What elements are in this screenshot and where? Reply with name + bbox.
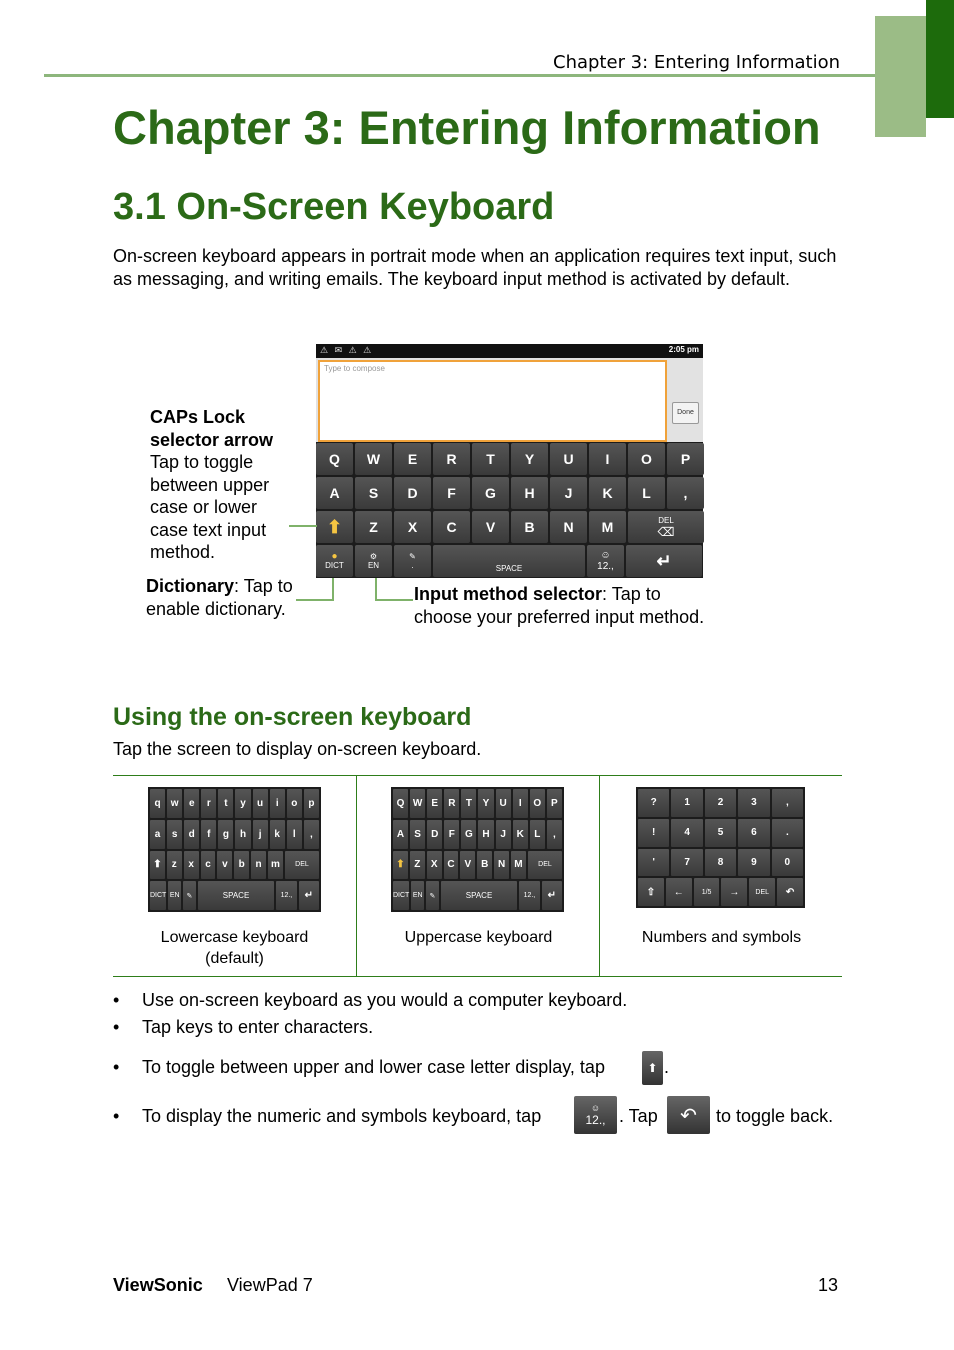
mini-key: p bbox=[304, 789, 319, 818]
mini-key: 3 bbox=[738, 789, 769, 817]
mini-key: Y bbox=[478, 789, 493, 818]
mini-numbers-key: 12., bbox=[276, 881, 296, 910]
mini-key: 0 bbox=[772, 849, 803, 877]
notification-icons: ⚠ ✉ ⚠ ⚠ bbox=[320, 345, 374, 355]
delete-label: DEL bbox=[658, 515, 674, 525]
mini-key: T bbox=[461, 789, 476, 818]
caps-desc-line2: between upper bbox=[150, 474, 270, 495]
backspace-icon: ⌫ bbox=[657, 524, 675, 539]
bullet-mark: • bbox=[113, 1106, 120, 1126]
mini-key: V bbox=[460, 851, 475, 880]
pen-icon: ✎ bbox=[409, 552, 416, 561]
mini-dict-key: DICT bbox=[393, 881, 409, 910]
bullet-text: Use on-screen keyboard as you would a computer keyboard. bbox=[142, 990, 628, 1010]
bullet-text: To toggle between upper and lower case letter display, tap bbox=[142, 1057, 605, 1077]
key[interactable]: Q bbox=[316, 443, 353, 475]
mini-key: P bbox=[547, 789, 562, 818]
mini-key: L bbox=[530, 820, 545, 849]
caption-uppercase bbox=[357, 927, 600, 948]
shift-active-icon: ⬆ bbox=[393, 851, 408, 880]
page-number: 13 bbox=[818, 1275, 839, 1295]
mini-key: n bbox=[251, 851, 266, 880]
mini-key: 1 bbox=[671, 789, 702, 817]
mini-key: z bbox=[167, 851, 182, 880]
mini-key: c bbox=[201, 851, 216, 880]
bullet-text: To display the numeric and symbols keyboard, tap bbox=[142, 1106, 542, 1126]
bullet-text-tap: . Tap bbox=[619, 1106, 658, 1126]
mini-dict-key: DICT bbox=[150, 881, 166, 910]
section-title: 3.1 On-Screen Keyboard bbox=[113, 186, 555, 228]
mini-key: f bbox=[201, 820, 216, 849]
caption-uppercase-line1: Uppercase keyboard bbox=[404, 929, 553, 946]
space-key[interactable] bbox=[433, 545, 585, 577]
key[interactable]: I bbox=[589, 443, 626, 475]
keyboard-table bbox=[113, 775, 842, 977]
left-arrow-icon: ← bbox=[666, 878, 692, 906]
mini-key: , bbox=[304, 820, 319, 849]
mini-delete-key: DEL bbox=[749, 878, 775, 906]
key[interactable]: , bbox=[667, 477, 704, 509]
key[interactable]: R bbox=[433, 443, 470, 475]
numbers-key-label: 12., bbox=[585, 1113, 606, 1127]
key[interactable]: A bbox=[316, 477, 353, 509]
key[interactable]: E bbox=[394, 443, 431, 475]
mini-en-key: EN bbox=[411, 881, 424, 910]
dictionary-callout-line-v bbox=[332, 578, 334, 600]
key-row-2 bbox=[316, 477, 704, 509]
key[interactable]: L bbox=[628, 477, 665, 509]
mini-key: M bbox=[511, 851, 526, 880]
dictionary-rest: : Tap to bbox=[234, 576, 293, 596]
key[interactable]: J bbox=[550, 477, 587, 509]
table-cell-lowercase bbox=[113, 776, 356, 976]
uppercase-keyboard-image bbox=[391, 787, 564, 912]
caption-numbers bbox=[600, 927, 843, 948]
right-arrow-icon: → bbox=[721, 878, 747, 906]
caption-lowercase-line1: Lowercase keyboard bbox=[160, 929, 309, 946]
mini-space-key: SPACE bbox=[441, 881, 517, 910]
mini-key: X bbox=[427, 851, 442, 880]
input-method-line2: choose your preferred input method. bbox=[414, 606, 705, 627]
mini-key: I bbox=[513, 789, 528, 818]
mini-key: A bbox=[393, 820, 408, 849]
mini-key: ! bbox=[638, 819, 669, 847]
keyboard-screenshot bbox=[316, 344, 703, 578]
intro-paragraph: On-screen keyboard appears in portrait mode when an application requires text input, such as messaging, and writing emails. The keyboard input method is activated by default. bbox=[113, 246, 837, 289]
delete-key[interactable] bbox=[628, 511, 704, 543]
key[interactable]: N bbox=[550, 511, 587, 543]
mini-key: h bbox=[235, 820, 250, 849]
compose-area bbox=[316, 358, 703, 442]
mini-key: U bbox=[496, 789, 511, 818]
caps-desc-line3: case or lower bbox=[150, 497, 258, 517]
running-head: Chapter 3: Entering Information bbox=[553, 52, 840, 73]
key[interactable]: V bbox=[472, 511, 509, 543]
mini-delete-key: DEL bbox=[285, 851, 319, 880]
dictionary-dot-icon: ● bbox=[331, 551, 338, 562]
dictionary-callout bbox=[146, 575, 316, 620]
caps-title-line2: selector arrow bbox=[150, 429, 274, 450]
numbers-keyboard-image bbox=[636, 787, 805, 908]
dictionary-bold: Dictionary bbox=[146, 576, 235, 596]
key[interactable]: Y bbox=[511, 443, 548, 475]
compose-field[interactable] bbox=[318, 360, 667, 442]
key[interactable]: D bbox=[394, 477, 431, 509]
bullet-text: Tap keys to enter characters. bbox=[142, 1017, 374, 1037]
mini-key: x bbox=[184, 851, 199, 880]
key-row-4 bbox=[316, 545, 702, 577]
shift-arrow-icon: ⬆ bbox=[326, 516, 343, 537]
numbers-key[interactable] bbox=[587, 545, 624, 577]
caption-numbers-line1: Numbers and symbols bbox=[641, 929, 802, 946]
key[interactable]: U bbox=[550, 443, 587, 475]
enter-icon: ↵ bbox=[299, 881, 319, 910]
input-callout-line-v bbox=[375, 578, 377, 600]
dictionary-callout-line-h bbox=[296, 599, 334, 601]
mini-key: O bbox=[530, 789, 545, 818]
numbers-key-icon bbox=[574, 1096, 617, 1134]
shift-icon: ⬆ bbox=[150, 851, 165, 880]
shift-key[interactable] bbox=[316, 511, 353, 543]
mini-key: D bbox=[427, 820, 442, 849]
mini-key: 9 bbox=[738, 849, 769, 877]
pen-icon: ✎ bbox=[183, 881, 196, 910]
smiley-icon: ☺ bbox=[600, 550, 611, 561]
mini-key: Q bbox=[393, 789, 408, 818]
mini-key: r bbox=[201, 789, 216, 818]
mini-key: , bbox=[547, 820, 562, 849]
input-callout-line-h bbox=[375, 599, 413, 601]
table-cell-numbers bbox=[600, 776, 843, 976]
mini-delete-key: DEL bbox=[528, 851, 562, 880]
caption-lowercase bbox=[113, 927, 356, 969]
mini-key: ? bbox=[638, 789, 669, 817]
side-tab-dark bbox=[926, 0, 954, 118]
key[interactable]: W bbox=[355, 443, 392, 475]
dictionary-line2: enable dictionary. bbox=[146, 598, 286, 619]
caps-desc-line5: method. bbox=[150, 542, 216, 562]
key[interactable]: F bbox=[433, 477, 470, 509]
undo-icon: ↶ bbox=[777, 878, 803, 906]
bullet-text-toggle-back: to toggle back. bbox=[716, 1106, 834, 1126]
mini-key: m bbox=[268, 851, 283, 880]
key[interactable]: Z bbox=[355, 511, 392, 543]
dictionary-key[interactable] bbox=[316, 545, 353, 577]
mini-key: g bbox=[218, 820, 233, 849]
mini-key: k bbox=[270, 820, 285, 849]
mini-key: C bbox=[444, 851, 459, 880]
mini-key: l bbox=[287, 820, 302, 849]
unlock-icon: ⇧ bbox=[638, 878, 664, 906]
mini-key: E bbox=[427, 789, 442, 818]
mini-key: j bbox=[253, 820, 268, 849]
caps-desc-line1: Tap to toggle bbox=[150, 452, 254, 472]
shift-key-icon: ⬆ bbox=[642, 1051, 663, 1085]
input-method-rest: : Tap to bbox=[602, 584, 661, 604]
mini-key: G bbox=[461, 820, 476, 849]
caption-lowercase-line2: (default) bbox=[205, 950, 264, 967]
footer-model: ViewPad 7 bbox=[227, 1275, 313, 1295]
mini-key: e bbox=[184, 789, 199, 818]
enter-icon: ↵ bbox=[656, 550, 672, 571]
footer-brand: ViewSonic bbox=[113, 1275, 203, 1295]
language-key[interactable] bbox=[355, 545, 392, 577]
enter-key[interactable] bbox=[626, 545, 702, 577]
page-indicator: 1/5 bbox=[694, 878, 720, 906]
mini-en-key: EN bbox=[168, 881, 181, 910]
numbers-label: 12., bbox=[597, 561, 614, 572]
key-row-3 bbox=[316, 511, 704, 543]
settings-gear-icon: ⚙ bbox=[369, 552, 378, 561]
dict-label: DICT bbox=[325, 561, 344, 570]
mini-key: 6 bbox=[738, 819, 769, 847]
caps-lock-callout bbox=[150, 406, 310, 564]
caps-desc-line4: case text input bbox=[150, 519, 267, 540]
table-cell-uppercase bbox=[357, 776, 600, 976]
mini-key: ' bbox=[638, 849, 669, 877]
mini-key: v bbox=[217, 851, 232, 880]
mini-key: 2 bbox=[705, 789, 736, 817]
header-rule bbox=[44, 74, 875, 77]
mini-key: b bbox=[234, 851, 249, 880]
done-button[interactable]: Done bbox=[672, 402, 699, 424]
mini-key: t bbox=[218, 789, 233, 818]
mini-key: S bbox=[410, 820, 425, 849]
mini-key: H bbox=[478, 820, 493, 849]
mini-key: B bbox=[477, 851, 492, 880]
undo-key-icon: ↶ bbox=[667, 1096, 710, 1134]
bullet-mark: • bbox=[113, 1057, 120, 1077]
status-time: 2:05 pm bbox=[668, 345, 699, 354]
mini-key: i bbox=[270, 789, 285, 818]
mini-key: 5 bbox=[705, 819, 736, 847]
mini-key: w bbox=[167, 789, 182, 818]
enter-icon: ↵ bbox=[542, 881, 562, 910]
key[interactable]: C bbox=[433, 511, 470, 543]
handwriting-key[interactable]: ✎ . bbox=[394, 545, 431, 577]
space-label: SPACE bbox=[495, 563, 523, 573]
subsection-title: Using the on-screen keyboard bbox=[113, 703, 472, 731]
mini-key: F bbox=[444, 820, 459, 849]
input-method-callout bbox=[414, 583, 744, 628]
key[interactable]: G bbox=[472, 477, 509, 509]
tap-instruction: Tap the screen to display on-screen keyboard. bbox=[113, 739, 482, 759]
side-tab-light bbox=[875, 16, 926, 137]
compose-placeholder: Type to compose bbox=[324, 364, 385, 373]
key[interactable]: H bbox=[511, 477, 548, 509]
mini-numbers-key: 12., bbox=[519, 881, 539, 910]
key[interactable]: X bbox=[394, 511, 431, 543]
mini-key: a bbox=[150, 820, 165, 849]
mini-key: 4 bbox=[671, 819, 702, 847]
mini-key: K bbox=[513, 820, 528, 849]
key[interactable]: B bbox=[511, 511, 548, 543]
key[interactable]: O bbox=[628, 443, 665, 475]
mini-key: N bbox=[494, 851, 509, 880]
mini-key: s bbox=[167, 820, 182, 849]
mini-space-key: SPACE bbox=[198, 881, 274, 910]
bullet-mark: • bbox=[113, 990, 120, 1010]
mini-key: d bbox=[184, 820, 199, 849]
mini-key: u bbox=[253, 789, 268, 818]
chapter-title: Chapter 3: Entering Information bbox=[113, 101, 821, 154]
mini-key: Z bbox=[410, 851, 425, 880]
mini-key: R bbox=[444, 789, 459, 818]
caps-callout-line bbox=[289, 525, 317, 527]
mini-key: . bbox=[772, 819, 803, 847]
en-label: EN bbox=[367, 561, 380, 570]
key[interactable]: K bbox=[589, 477, 626, 509]
mini-key: 8 bbox=[705, 849, 736, 877]
mini-key: q bbox=[150, 789, 165, 818]
pen-icon: ✎ bbox=[426, 881, 439, 910]
input-method-bold: Input method selector bbox=[414, 584, 603, 604]
mini-key: J bbox=[496, 820, 511, 849]
smiley-icon: ☺ bbox=[590, 1103, 601, 1113]
mini-key: W bbox=[410, 789, 425, 818]
key[interactable]: T bbox=[472, 443, 509, 475]
caps-title-line1: CAPs Lock bbox=[150, 407, 246, 427]
key[interactable]: P bbox=[667, 443, 704, 475]
mini-key: y bbox=[235, 789, 250, 818]
mini-key: o bbox=[287, 789, 302, 818]
bullet-mark: • bbox=[113, 1017, 120, 1037]
lowercase-keyboard-image bbox=[148, 787, 321, 912]
mini-key: , bbox=[772, 789, 803, 817]
key-row-1 bbox=[316, 443, 704, 475]
key[interactable]: S bbox=[355, 477, 392, 509]
key[interactable]: M bbox=[589, 511, 626, 543]
mini-key: 7 bbox=[671, 849, 702, 877]
status-bar bbox=[316, 344, 703, 358]
